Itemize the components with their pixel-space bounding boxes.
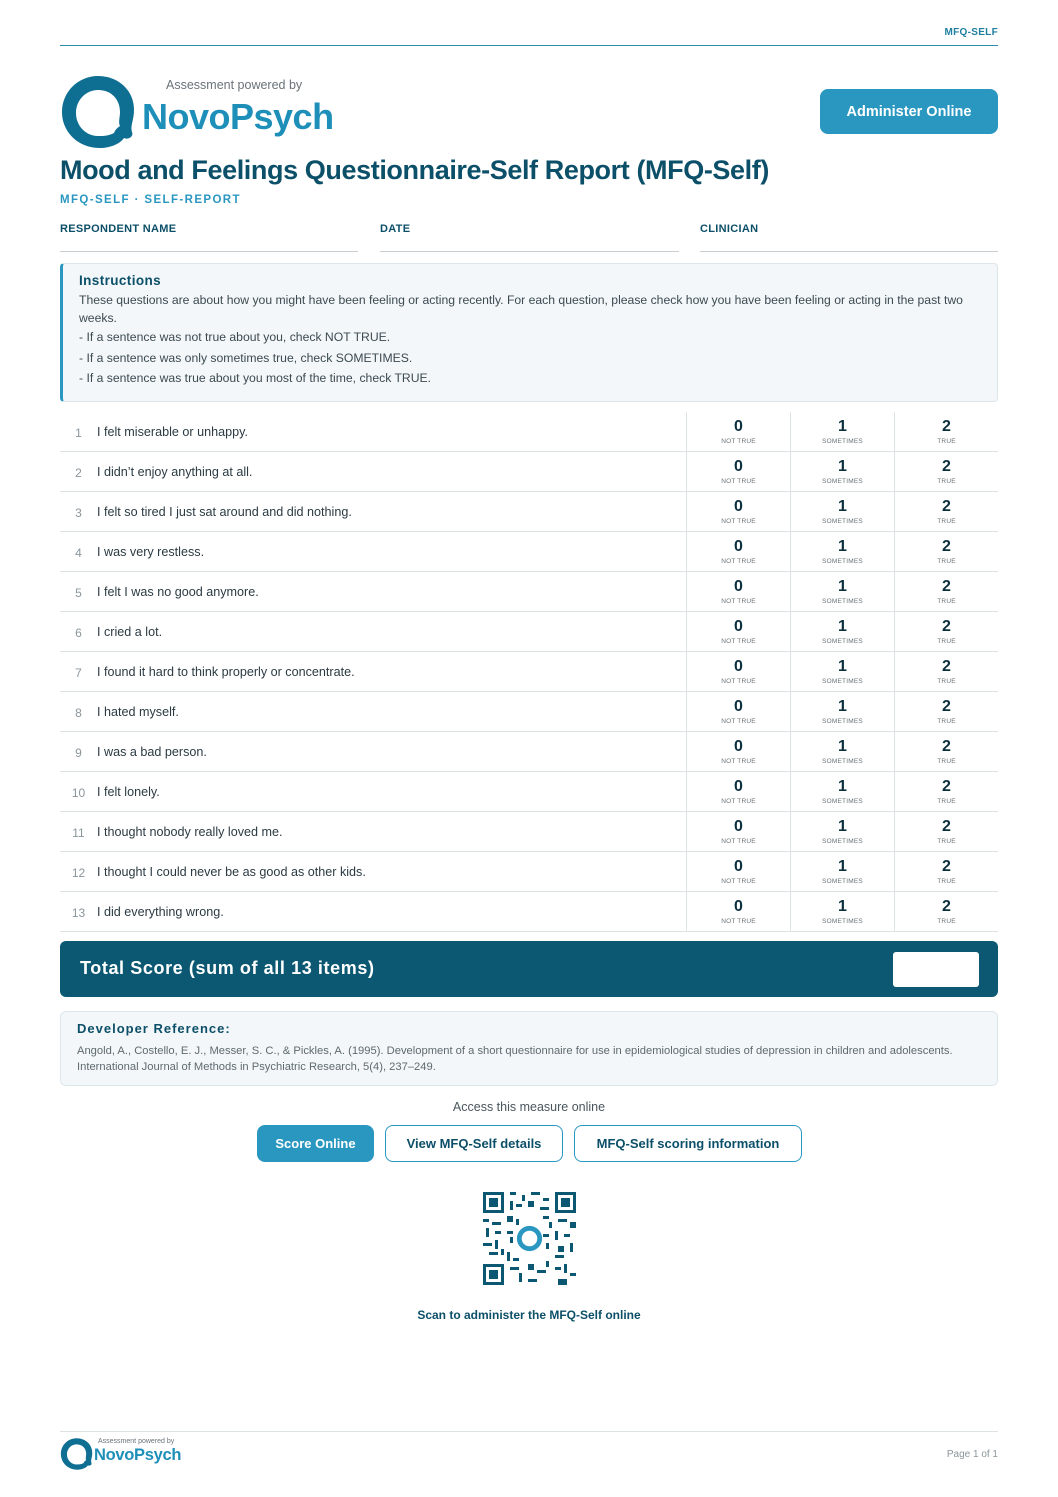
option-value: 1: [838, 818, 847, 835]
option-value: 0: [734, 418, 743, 435]
footer-logo: [60, 1436, 190, 1472]
question-row: [60, 892, 998, 932]
question-number: 3: [75, 506, 82, 520]
page-number: Page 1 of 1: [946, 1449, 998, 1460]
option-label: TRUE: [937, 598, 956, 605]
option-label: NOT TRUE: [721, 478, 756, 485]
option-value: 1: [838, 898, 847, 915]
question-row: [60, 652, 998, 692]
option-label: SOMETIMES: [822, 878, 863, 885]
logo-brand-text: NovoPsych: [142, 96, 334, 137]
question-text: I felt I was no good anymore.: [97, 584, 259, 599]
option-label: NOT TRUE: [721, 438, 756, 445]
option-sometimes[interactable]: [790, 492, 894, 531]
novopsych-logo: [60, 74, 350, 150]
question-text: I hated myself.: [97, 704, 179, 719]
instructions-line: - If a sentence was not true about you, check NOT TRUE.: [79, 330, 391, 344]
option-value: 1: [838, 858, 847, 875]
question-text: I thought nobody really loved me.: [97, 824, 283, 839]
option-value: 2: [942, 698, 951, 715]
option-label: SOMETIMES: [822, 438, 863, 445]
option-label: NOT TRUE: [721, 918, 756, 925]
option-not-true[interactable]: [686, 812, 790, 851]
option-label: NOT TRUE: [721, 798, 756, 805]
option-not-true[interactable]: [686, 852, 790, 891]
option-value: 2: [942, 818, 951, 835]
option-value: 0: [734, 458, 743, 475]
option-true[interactable]: [894, 812, 998, 851]
option-value: 2: [942, 778, 951, 795]
qr-caption: Scan to administer the MFQ-Self online: [417, 1308, 641, 1322]
question-text: I found it hard to think properly or concentrate.: [97, 664, 355, 679]
option-label: TRUE: [937, 558, 956, 565]
footer-logo-brand: NovoPsych: [94, 1446, 182, 1464]
option-value: 2: [942, 578, 951, 595]
access-heading: Access this measure online: [452, 1100, 606, 1114]
clinician-field[interactable]: [700, 219, 998, 252]
option-not-true[interactable]: [686, 412, 790, 451]
option-label: SOMETIMES: [822, 798, 863, 805]
question-row: [60, 452, 998, 492]
option-value: 2: [942, 458, 951, 475]
question-row: [60, 492, 998, 532]
option-sometimes[interactable]: [790, 572, 894, 611]
option-true[interactable]: [894, 732, 998, 771]
option-label: SOMETIMES: [822, 918, 863, 925]
option-sometimes[interactable]: [790, 852, 894, 891]
option-label: TRUE: [937, 678, 956, 685]
option-label: NOT TRUE: [721, 758, 756, 765]
option-label: NOT TRUE: [721, 878, 756, 885]
option-value: 2: [942, 898, 951, 915]
option-label: NOT TRUE: [721, 838, 756, 845]
question-number: 7: [75, 666, 82, 680]
question-text: I cried a lot.: [97, 624, 163, 639]
date-label: DATE: [380, 223, 411, 235]
option-value: 1: [838, 498, 847, 515]
option-true[interactable]: [894, 652, 998, 691]
option-value: 1: [838, 738, 847, 755]
option-label: SOMETIMES: [822, 478, 863, 485]
question-row: [60, 812, 998, 852]
question-number: 4: [75, 546, 82, 560]
option-label: TRUE: [937, 478, 956, 485]
question-number: 2: [75, 466, 82, 480]
question-text: I felt lonely.: [97, 784, 160, 799]
option-value: 0: [734, 658, 743, 675]
instructions-line: - If a sentence was true about you most of the time, check TRUE.: [79, 371, 432, 385]
option-true[interactable]: [894, 852, 998, 891]
option-not-true[interactable]: [686, 492, 790, 531]
option-true[interactable]: [894, 772, 998, 811]
option-label: TRUE: [937, 878, 956, 885]
option-not-true[interactable]: [686, 452, 790, 491]
option-true[interactable]: [894, 532, 998, 571]
option-sometimes[interactable]: [790, 452, 894, 491]
novopsych-head-icon: [60, 1437, 94, 1471]
option-sometimes[interactable]: [790, 412, 894, 451]
question-row: [60, 732, 998, 772]
option-label: SOMETIMES: [822, 718, 863, 725]
question-number: 1: [75, 426, 82, 440]
header-divider: [60, 45, 998, 46]
option-true[interactable]: [894, 452, 998, 491]
option-value: 1: [838, 618, 847, 635]
question-number: 11: [72, 826, 85, 840]
option-not-true[interactable]: [686, 612, 790, 651]
option-value: 0: [734, 858, 743, 875]
instructions-panel: [60, 263, 998, 402]
option-label: NOT TRUE: [721, 718, 756, 725]
question-text: I was a bad person.: [97, 744, 207, 759]
option-true[interactable]: [894, 612, 998, 651]
scoring-info-button[interactable]: MFQ-Self scoring information: [574, 1125, 802, 1162]
question-row: [60, 412, 998, 452]
option-true[interactable]: [894, 692, 998, 731]
question-row: [60, 612, 998, 652]
respondent-name-field[interactable]: [60, 219, 358, 252]
option-value: 2: [942, 738, 951, 755]
option-value: 0: [734, 698, 743, 715]
option-sometimes[interactable]: [790, 612, 894, 651]
question-number: 13: [71, 906, 86, 920]
respondent-name-label: RESPONDENT NAME: [60, 223, 177, 235]
option-value: 2: [942, 658, 951, 675]
administer-online-button[interactable]: Administer Online: [820, 89, 998, 134]
option-true[interactable]: [894, 892, 998, 931]
option-label: TRUE: [937, 798, 956, 805]
option-label: NOT TRUE: [721, 638, 756, 645]
option-value: 1: [838, 578, 847, 595]
option-not-true[interactable]: [686, 732, 790, 771]
option-not-true[interactable]: [686, 572, 790, 611]
option-label: NOT TRUE: [721, 518, 756, 525]
option-sometimes[interactable]: [790, 692, 894, 731]
question-row: [60, 692, 998, 732]
question-text: I felt so tired I just sat around and did nothing.: [97, 504, 352, 519]
footer-logo-powered: Assessment powered by: [98, 1438, 175, 1445]
option-label: SOMETIMES: [822, 838, 863, 845]
option-true[interactable]: [894, 492, 998, 531]
option-value: 0: [734, 498, 743, 515]
option-label: TRUE: [937, 918, 956, 925]
instructions-heading: Instructions: [79, 273, 162, 288]
option-label: TRUE: [937, 438, 956, 445]
question-text: I thought I could never be as good as other kids.: [97, 864, 366, 879]
instructions-line: - If a sentence was only sometimes true, check SOMETIMES.: [79, 350, 413, 365]
question-number: 12: [71, 866, 86, 880]
option-value: 0: [734, 818, 743, 835]
option-value: 2: [942, 538, 951, 555]
total-score-label: Total Score (sum of all 13 items): [80, 958, 375, 978]
question-text: I did everything wrong.: [97, 904, 224, 919]
developer-reference-panel: [60, 1011, 998, 1086]
option-label: TRUE: [937, 518, 956, 525]
score-online-button[interactable]: Score Online: [257, 1125, 374, 1162]
option-label: SOMETIMES: [822, 518, 863, 525]
option-value: 1: [838, 538, 847, 555]
page-title: Mood and Feelings Questionnaire-Self Report (MFQ-Self): [60, 155, 769, 185]
option-value: 0: [734, 538, 743, 555]
footer-divider: [60, 1431, 998, 1432]
question-row: [60, 572, 998, 612]
option-value: 2: [942, 858, 951, 875]
question-number: 6: [75, 626, 82, 640]
question-number: 8: [75, 706, 82, 720]
clinician-label: CLINICIAN: [700, 223, 759, 235]
option-value: 0: [734, 778, 743, 795]
option-label: TRUE: [937, 718, 956, 725]
option-label: TRUE: [937, 758, 956, 765]
view-details-button[interactable]: View MFQ-Self details: [385, 1125, 563, 1162]
option-sometimes[interactable]: [790, 732, 894, 771]
question-row: [60, 852, 998, 892]
option-label: SOMETIMES: [822, 598, 863, 605]
question-row: [60, 532, 998, 572]
option-value: 1: [838, 658, 847, 675]
page-subtitle: MFQ-SELF · SELF-REPORT: [60, 194, 241, 206]
question-number: 10: [71, 786, 86, 800]
date-field[interactable]: [380, 219, 679, 252]
option-value: 2: [942, 418, 951, 435]
option-true[interactable]: [894, 572, 998, 611]
option-value: 2: [942, 498, 951, 515]
option-sometimes[interactable]: [790, 652, 894, 691]
option-value: 1: [838, 698, 847, 715]
option-not-true[interactable]: [686, 692, 790, 731]
question-number: 5: [75, 586, 82, 600]
option-sometimes[interactable]: [790, 892, 894, 931]
total-score-input[interactable]: [893, 952, 979, 987]
option-label: TRUE: [937, 638, 956, 645]
option-not-true[interactable]: [686, 892, 790, 931]
logo-powered-text: Assessment powered by: [166, 78, 303, 92]
developer-reference-citation: Angold, A., Costello, E. J., Messer, S. C., & Pickles, A. (1995). Development of a short questionnaire for use in epidemiological studies of depression in children and adolescents. International Journal of Methods in Psychiatric Research, 5(4), 237–249.: [77, 1045, 953, 1073]
option-value: 0: [734, 898, 743, 915]
option-value: 0: [734, 618, 743, 635]
option-label: TRUE: [937, 838, 956, 845]
option-label: NOT TRUE: [721, 558, 756, 565]
question-text: I was very restless.: [97, 544, 205, 559]
option-not-true[interactable]: [686, 772, 790, 811]
question-number: 9: [75, 746, 82, 760]
option-not-true[interactable]: [686, 532, 790, 571]
question-text: I didn’t enjoy anything at all.: [97, 464, 253, 479]
total-score-bar: [60, 941, 998, 997]
option-sometimes[interactable]: [790, 812, 894, 851]
option-label: SOMETIMES: [822, 558, 863, 565]
option-sometimes[interactable]: [790, 532, 894, 571]
option-not-true[interactable]: [686, 652, 790, 691]
option-value: 0: [734, 738, 743, 755]
qr-code-icon[interactable]: [483, 1192, 576, 1285]
question-row: [60, 772, 998, 812]
option-true[interactable]: [894, 412, 998, 451]
option-label: NOT TRUE: [721, 678, 756, 685]
novopsych-head-icon: [60, 74, 138, 150]
developer-reference-heading: Developer Reference:: [77, 1021, 231, 1036]
header-measure-code: MFQ-SELF: [944, 27, 998, 38]
option-value: 0: [734, 578, 743, 595]
option-sometimes[interactable]: [790, 772, 894, 811]
instructions-body: These questions are about how you might have been feeling or acting recently. For each question, please check how you have been feeling or acting in the past two weeks.: [79, 293, 963, 325]
question-table: [60, 412, 998, 932]
option-value: 1: [838, 458, 847, 475]
question-text: I felt miserable or unhappy.: [97, 424, 248, 439]
option-label: SOMETIMES: [822, 758, 863, 765]
option-label: SOMETIMES: [822, 638, 863, 645]
option-value: 2: [942, 618, 951, 635]
option-label: NOT TRUE: [721, 598, 756, 605]
option-value: 1: [838, 418, 847, 435]
option-label: SOMETIMES: [822, 678, 863, 685]
option-value: 1: [838, 778, 847, 795]
